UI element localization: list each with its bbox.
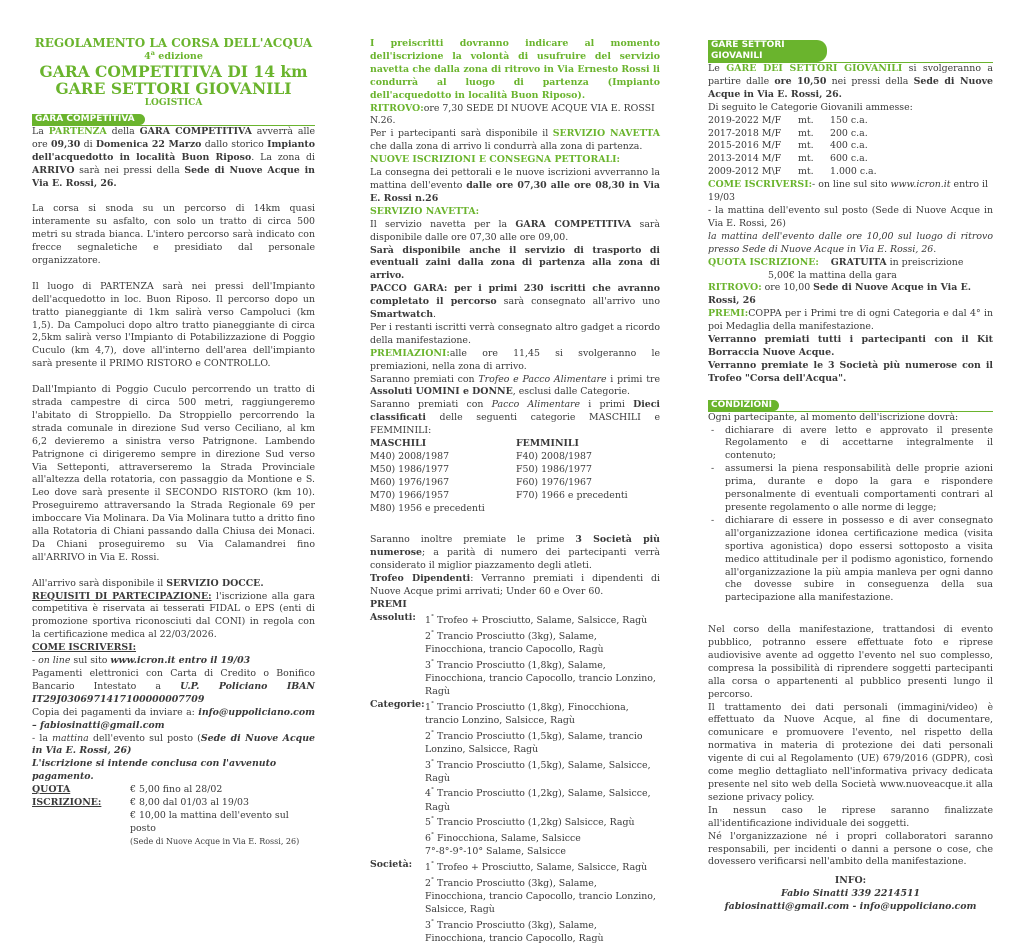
column-right xyxy=(708,0,993,914)
team-awards: Saranno inoltre premiate le prime 3 Società più numerose; a parità di numero dei partecipanti verrà considerato il miglior piazzamento degli atleti. xyxy=(370,534,661,572)
quota-note: (Sede di Nuove Acque in Via E. Rossi, 26) xyxy=(130,836,300,846)
doc-title: REGOLAMENTO LA CORSA DELL'ACQUA xyxy=(34,36,313,50)
employee-trophy: Trofeo Dipendenti: Verranno premiati i dipendenti di Nuove Acque primi arrivati; Under 60 e Over 60. xyxy=(370,573,660,598)
backpack-service: Sarà disponibile anche il servizio di trasporto di eventuali zaini dalla zona di partenza alla zona di arrivo. xyxy=(370,244,660,282)
quota-row: € 10,00 la mattina dell'evento sul posto xyxy=(130,809,289,834)
youth-category: 2009-2012 M\F mt. 1.000 c.a. xyxy=(708,166,877,178)
youth-register-online: COME ISCRIVERSI:- on line sul sito www.icron.it entro il 19/03 xyxy=(708,179,988,204)
prize-item: 6° Finocchiona, Salame, Salsicce xyxy=(425,832,581,845)
prize-item: 1° Trofeo + Prosciutto, Salame, Salsicce, Ragù xyxy=(425,861,648,874)
female-category: F60) 1976/1967 xyxy=(516,476,592,488)
route-paragraph-2: Dall'Impianto di Poggio Cuculo percorrendo un tratto di strada campestre di circa 500 metri, raggiungeremo l'abitato di Stroppiello. Da Stroppiello percorrendo la strada comunale in direzione Sud verso Ceciliano, al km 6,2 devieremo a sinistra verso Patrignone. Lambendo Patrignone ci dirigeremo sempre in direzione Sud verso Via Setteponti, attraverseremo la Strada Provinciale all'altezza della rotatoria, con passaggio da Montione e S. Leo dove sarà presente il SECONDO RISTORO (km 10). Proseguiremo attraversando la Strada Regionale 69 per imboccare Via Molinara. Da Via Molinara tutto a dritto fino alla Rotatoria di Chiani passando dalla Chiusa dei Monaci. Da Chiani proseguiremo su Via Calamandrei fino all'ARRIVO in Via E. Rossi. xyxy=(32,384,315,563)
quota-row: € 8,00 dal 01/03 al 19/03 xyxy=(130,797,249,809)
female-category: F40) 2008/1987 xyxy=(516,451,592,462)
shuttle-info: Per i partecipanti sarà disponibile il SERVIZIO NAVETTA che dalla zona di arrivo li condurrà alla zona di partenza. xyxy=(370,128,660,153)
youth-team-trophy: Verranno premiate le 3 Società più numerose con il Trofeo "Corsa dell'Acqua". xyxy=(708,359,993,384)
male-category: M80) 1956 e precedenti xyxy=(370,502,485,514)
section-label: GARE SETTORI GIOVANILI xyxy=(708,40,827,62)
section-label: CONDIZIONI xyxy=(708,400,779,411)
category-table xyxy=(370,438,660,515)
youth-category: 2013-2014 M/F mt. 600 c.a. xyxy=(708,153,868,165)
info-contact: Fabio Sinatti 339 2214511 xyxy=(780,888,921,900)
start-paragraph: La PARTENZA della GARA COMPETITIVA avverrà alle ore 09,30 di Domenica 22 Marzo dallo storico Impianto dell'acquedotto in località Buon Riposo. La zona di ARRIVO sarà nei pressi della Sede di Nuove Acque in Via E. Rossi, 26. xyxy=(32,126,315,189)
awards-categories: Saranno premiati con Pacco Alimentare i primi Dieci classificati delle seguenti categorie MASCHILI e FEMMINILI: xyxy=(370,399,660,437)
youth-categories-intro: Di seguito le Categorie Giovanili ammesse: xyxy=(708,101,913,113)
privacy-paragraph-2: Il trattamento dei dati personali (immagini/video) è effettuato da Nuove Acque, al fine di documentare, comunicare e promuovere l'evento, nel rispetto della normativa in materia di protezione dei dati personali vigente di cui al Regolamento (UE) 679/2016 (GDPR), così come meglio dettagliato nell'informativa privacy dedicata presente nel sito web della Società www.nuoveacque.it alla sezione privacy policy. xyxy=(708,701,993,803)
prize-item: 7°-8°-9°-10° Salame, Salsicce xyxy=(425,846,566,858)
course-paragraph: La corsa si snoda su un percorso di 14km quasi interamente su asfalto, con solo un tratto di circa 500 metri su strada bianca. L'intero percorso sarà indicato con frecce segnaletiche e presidiato dal personale organizzatore. xyxy=(32,203,315,267)
female-category: F50) 1986/1977 xyxy=(516,463,592,475)
how-to-register-heading: COME ISCRIVERSI: xyxy=(32,642,137,654)
prize-item: 1° Trancio Prosciutto (1,8kg), Finocchiona, trancio Lonzino, Salsicce, Ragù xyxy=(425,700,629,726)
male-category: M60) 1976/1967 xyxy=(370,476,450,488)
prizes-teams: Società: 1° Trofeo + Prosciutto, Salame, Salsicce, Ragù 2° Trancio Prosciutto (3kg), Salame, Finocchiona, trancio Capocollo, trancio Lonzino, Salsicce, Ragù 3° Trancio Prosciutto (3kg), Salame, Finocchiona, trancio Capocollo, Ragù xyxy=(370,859,660,946)
youth-meeting: RITROVO: ore 10,00 Sede di Nuove Acque in Via E. Rossi, 26 xyxy=(708,282,971,307)
shuttle-heading: SERVIZIO NAVETTA: xyxy=(370,205,480,217)
awards-absolute: Saranno premiati con Trofeo e Pacco Alimentare i primi tre Assoluti UOMINI e DONNE, esclusi dalle Categorie. xyxy=(370,373,661,398)
race-title: GARA COMPETITIVA DI 14 km xyxy=(39,62,308,81)
bib-info: La consegna dei pettorali e le nuove iscrizioni avverranno la mattina dell'evento dalle ore 07,30 alle ore 08,30 in Via E. Rossi n.26 xyxy=(370,167,660,204)
shuttle-preregistration: I preiscritti dovranno indicare al momento dell'iscrizione la volontà di usufruire del servizio navetta che dalla zona di ritrovo in Via Ernesto Rossi li condurrà al luogo di partenza (Impianto dell'acquedotto in località Buon Riposo). xyxy=(370,38,660,101)
youth-bottle-kit: Verranno premiati tutti i partecipanti con il Kit Borraccia Nuove Acque. xyxy=(708,334,993,358)
prize-item: 2° Trancio Prosciutto (3kg), Salame, Finocchiona, trancio Capocollo, trancio Lonzino, Salsicce, Ragù xyxy=(425,877,656,916)
conditions-list xyxy=(708,425,993,606)
race-pack: PACCO GARA: per i primi 230 iscritti che avranno completato il percorso sarà consegnato all'arrivo uno Smartwatch. xyxy=(370,283,660,321)
meeting-point: RITROVO:ore 7,30 SEDE DI NUOVE ACQUE VIA E. ROSSI N.26. xyxy=(370,102,655,127)
youth-category: 2015-2016 M/F mt. 400 c.a. xyxy=(708,140,868,152)
male-category: M50) 1986/1977 xyxy=(370,463,450,475)
youth-title: GARE SETTORI GIOVANILI xyxy=(55,79,292,98)
female-header: FEMMINILI xyxy=(516,438,579,450)
shower-line: All'arrivo sarà disponibile il SERVIZIO DOCCE. xyxy=(32,577,264,589)
youth-quota-morning: 5,00€ la mattina della gara xyxy=(768,269,897,281)
onsite-registration: - la mattina dell'evento sul posto (Sede di Nuove Acque in Via E. Rossi, 26) xyxy=(32,732,315,757)
edition: 4$^a$ edizione xyxy=(144,48,203,62)
awards-time: PREMIAZIONI:alle ore 11,45 si svolgeranno le premiazioni, nella zona di arrivo. xyxy=(370,347,660,372)
youth-register-morning: la mattina dell'evento dalle ore 10,00 sul luogo di ritrovo presso Sede di Nuove Acque in Via E. Rossi, 26. xyxy=(708,230,993,255)
column-left xyxy=(32,0,315,849)
condition-item: - dichiarare di essere in possesso e di aver consegnato all'organizzazione idonea certificazione medica (visita sportiva agonistica) dopo essersi sottoposto a visita medico attitudinale per il podismo agonistico, fornendo all'organizzazione la più ampia manleva per ogni danno che dovesse subire in conseguenza della sua partecipazione alla manifestazione. xyxy=(725,515,993,605)
column-middle xyxy=(370,0,660,946)
section-bar xyxy=(708,400,993,412)
prize-item: 5° Trancio Prosciutto (1,2kg) Salsicce, Ragù xyxy=(425,816,635,829)
section-bar xyxy=(32,114,315,126)
condition-item: - dichiarare di avere letto e approvato il presente Regolamento e di accettarne integralmente il contenuto; xyxy=(725,425,993,464)
quota-table xyxy=(32,784,315,849)
privacy-paragraph-3: In nessun caso le riprese saranno finalizzate all'identificazione individuale dei soggetti. xyxy=(708,804,993,829)
prizes-absolute: Assoluti: 1° Trofeo + Prosciutto, Salame, Salsicce, Ragù 2° Trancio Prosciutto (3kg), Salame, Finocchiona, trancio Capocollo, Ragù 3° Trancio Prosciutto (1,8kg), Salame, Finocchiona, trancio Capocollo, trancio Lonzino, Ragù xyxy=(370,612,660,699)
info-heading: INFO: xyxy=(834,875,867,887)
payment-copy: Copia dei pagamenti da inviare a: info@uppoliciano.com – fabiosinatti@gmail.com xyxy=(32,706,315,731)
logistics-title: LOGISTICA xyxy=(144,98,203,108)
privacy-paragraph-1: Nel corso della manifestazione, trattandosi di evento pubblico, potranno essere effettuate foto e riprese audiovisive avente ad oggetto l'evento nel suo complesso, compresa la possibilità di riprendere soggetti partecipanti alla corsa o appartenenti al pubblico presenti lungo il percorso. xyxy=(708,624,993,700)
male-category: M70) 1966/1957 xyxy=(370,489,450,501)
info-emails: fabiosinatti@gmail.com - info@uppoliciano.com xyxy=(724,901,977,913)
youth-prizes: PREMI:COPPA per i Primi tre di ogni Categoria e dal 4° in poi Medaglia della manifestazione. xyxy=(708,308,993,333)
quota-label: QUOTA ISCRIZIONE: xyxy=(32,784,102,809)
requirements: REQUISITI DI PARTECIPAZIONE: l'iscrizione alla gara competitiva è riservata ai tesserati FIDAL o EPS (enti di promozione sportiva riconosciuti dal CONI) in regola con la certificazione medica al 22/03/2026. xyxy=(32,590,315,641)
youth-category: 2017-2018 M/F mt. 200 c.a. xyxy=(708,127,868,139)
shuttle-times: Il servizio navetta per la GARA COMPETITIVA sarà disponibile dalle ore 07,30 alle ore 09,00. xyxy=(370,218,660,243)
youth-category: 2019-2022 M/F mt. 150 c.a. xyxy=(708,114,868,126)
prize-item: 3° Trancio Prosciutto (1,8kg), Salame, Finocchiona, trancio Capocollo, trancio Lonzino, Ragù xyxy=(425,658,656,697)
youth-quota: QUOTA ISCRIZIONE: GRATUITA in preiscrizione xyxy=(708,256,964,268)
prize-item: 2° Trancio Prosciutto (1,5kg), Salame, trancio Lonzino, Salsicce, Ragù xyxy=(425,729,643,755)
prize-item: 3° Trancio Prosciutto (3kg), Salame, Finocchiona, trancio Capocollo, Ragù xyxy=(425,919,604,945)
quota-row: € 5,00 fino al 28/02 xyxy=(130,784,223,796)
section-bar xyxy=(708,40,993,63)
section-label: GARA COMPETITIVA xyxy=(32,114,145,125)
prize-item: 1° Trofeo + Prosciutto, Salame, Salsicce, Ragù xyxy=(425,613,648,626)
prize-item: 2° Trancio Prosciutto (3kg), Salame, Finocchiona, trancio Capocollo, Ragù xyxy=(425,629,604,655)
conditions-intro: Ogni partecipante, al momento dell'iscrizione dovrà: xyxy=(708,411,959,423)
condition-item: - assumersi la piena responsabilità delle proprie azioni prima, durante e dopo la gara e rispondere personalmente di eventuali comportamenti contrari al presente regolamento o alle norme di legge; xyxy=(725,463,993,515)
privacy-paragraph-4: Né l'organizzazione né i propri collaboratori saranno responsabili, per incidenti o danni a persone o cose, che dovessero verificarsi nell'ambito della manifestazione. xyxy=(708,830,993,868)
prizes-heading: PREMI xyxy=(370,598,407,610)
youth-register-onsite: - la mattina dell'evento sul posto (Sede di Nuove Acque in Via E. Rossi, 26) xyxy=(708,204,993,229)
youth-intro: Le GARE DEI SETTORI GIOVANILI si svolgeranno a partire dalle ore 10,50 nei pressi della Sede di Nuove Acque in Via E. Rossi, 26. xyxy=(708,63,994,100)
bib-heading: NUOVE ISCRIZIONI E CONSEGNA PETTORALI: xyxy=(370,154,620,166)
male-category: M40) 2008/1987 xyxy=(370,451,450,462)
female-category: F70) 1966 e precedenti xyxy=(516,489,628,501)
prize-item: 3° Trancio Prosciutto (1,5kg), Salame, Salsicce, Ragù xyxy=(425,758,651,784)
race-pack-others: Per i restanti iscritti verrà consegnato altro gadget a ricordo della manifestazione. xyxy=(370,321,660,346)
youth-category-list xyxy=(708,115,993,180)
route-paragraph-1: Il luogo di PARTENZA sarà nei pressi dell'Impianto dell'acquedotto in loc. Buon Riposo. Il percorso dopo un tratto pianeggiante di 1km salirà verso Campoluci (km 1,5). Da Campoluci dopo altro tratto pianeggiante di circa 2,5km salirà verso l'Impianto di Potabilizzazione di Poggio Cuculo (km 4,7), dove all'interno dell'area dell'impianto sarà presente il PRIMO RISTORO e CONTROLLO. xyxy=(32,280,315,370)
male-header: MASCHILI xyxy=(370,438,427,450)
prizes-categories: Categorie: 1° Trancio Prosciutto (1,8kg), Finocchiona, trancio Lonzino, Salsicce, Ragù 2° Trancio Prosciutto (1,5kg), Salame, trancio Lonzino, Salsicce, Ragù 3° Trancio Prosciutto (1,5kg), Salame, Salsicce, Ragù 4° Trancio Prosciutto (1,2kg), Salame, Salsicce, Ragù 5° Trancio Prosciutto (1,2kg) Salsicce, Ragù 6° Finocchiona, Salame, Salsicce 7°-8°-9°-10° Salame, Salsicce xyxy=(370,699,660,860)
payment-info: Pagamenti elettronici con Carta di Credito o Bonifico Bancario Intestato a U.P. Policiano IBAN IT29J0306971417100000007709 xyxy=(32,668,315,705)
registration-note: L'iscrizione si intende conclusa con l'avvenuto pagamento. xyxy=(32,758,277,783)
prize-item: 4° Trancio Prosciutto (1,2kg), Salame, Salsicce, Ragù xyxy=(425,787,651,813)
online-registration: - on line sul sito www.icron.it entro il 19/03 xyxy=(32,655,251,667)
